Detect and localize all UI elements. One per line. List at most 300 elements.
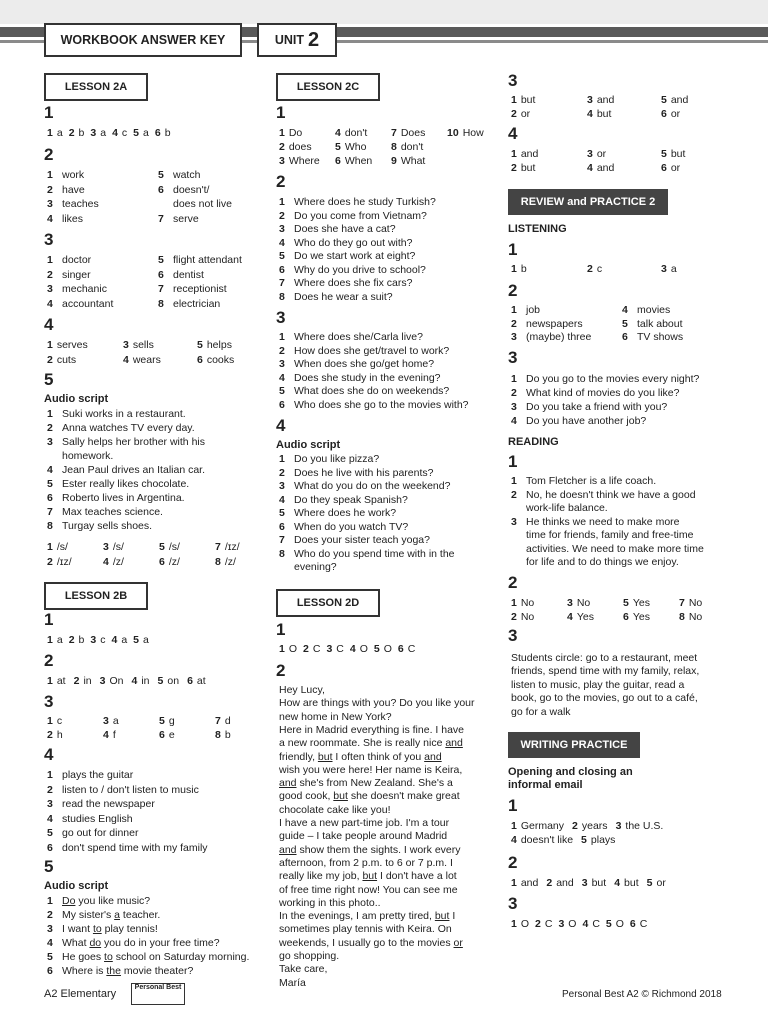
rev-4-item-num: 5 <box>661 148 667 160</box>
writing-3-row <box>511 918 653 930</box>
ex2a-1-num: 4 <box>112 127 118 139</box>
ex2a-4-item <box>47 339 88 351</box>
ex2c-2-line <box>279 223 396 235</box>
reading-1-line <box>511 475 656 487</box>
reading-2-item-text: No <box>576 597 591 609</box>
exercise-1-number: 1 <box>276 620 286 639</box>
ex2c-2-text: Does he wear a suit? <box>294 290 393 303</box>
ex2a-2-right-line <box>158 169 200 181</box>
ex2c-4-line <box>279 453 379 465</box>
students-circle-line: Students circle: go to a restaurant, meet <box>511 652 698 664</box>
ex2c-1-item-text: does <box>288 141 312 153</box>
ex2c-3-text: How does she get/travel to work? <box>294 344 450 357</box>
ex2c-3-line <box>279 372 441 384</box>
ex2a-4-item <box>123 354 161 366</box>
exercise-3-number: 3 <box>508 71 518 90</box>
reading-1-text: No, he doesn't think we have a good <box>526 488 696 501</box>
ex2b-3-item-text: g <box>168 715 175 727</box>
listening-3-num: 3 <box>511 401 517 413</box>
exercise-3-number: 3 <box>44 692 54 711</box>
ex2c-3-num: 6 <box>279 398 285 411</box>
ex2b-3-item-num: 3 <box>103 715 109 727</box>
exercise-2-number: 2 <box>508 853 518 872</box>
ex2d-1-num: 2 <box>303 643 309 655</box>
ex2c-3-num: 2 <box>279 344 285 357</box>
listening-heading: LISTENING <box>508 223 567 235</box>
ex2c-4-text: What do you do on the weekend? <box>294 480 451 492</box>
exercise-3-number: 3 <box>508 348 518 367</box>
reading-2-item-text: No <box>520 610 535 623</box>
rev-4-item-text: but <box>520 162 536 174</box>
ex2b-1-text: a <box>121 634 128 646</box>
listening-1-item-text: c <box>596 263 603 275</box>
ex2b-4-text: read the newspaper <box>62 798 155 810</box>
exercise-1-number: 1 <box>508 796 518 815</box>
listening-3-line <box>511 415 646 427</box>
rev-3-item-num: 1 <box>511 94 517 106</box>
ex2b-2-num: 3 <box>99 675 106 687</box>
rev-3-item <box>587 94 614 106</box>
listening-2-left-line <box>511 304 540 316</box>
ex2a-5-sounds-item-num: 7 <box>215 541 221 553</box>
ex2b-3-item <box>215 729 231 741</box>
rev-4-item-num: 4 <box>587 162 593 174</box>
listening-2-right-line <box>622 318 683 330</box>
letter-line: Take care, <box>279 963 328 976</box>
ex2b-4-line <box>47 813 133 825</box>
ex2c-2-num: 7 <box>279 277 285 289</box>
ex2b-3-item-num: 4 <box>103 729 109 741</box>
ex2a-5-sounds-item-num: 1 <box>47 541 53 553</box>
listening-2-right-line <box>622 304 670 316</box>
ex2b-1-num: 4 <box>111 634 118 646</box>
ex2a-3-right-line <box>158 269 204 281</box>
writing-3-num: 3 <box>558 918 565 930</box>
ex2b-2-text: on <box>167 675 180 687</box>
ex2b-3-item-text: d <box>224 715 231 727</box>
ex2a-5-sounds-item-text: /z/ <box>224 555 236 568</box>
ex2a-3-right-line <box>158 283 227 295</box>
ex2a-1-num: 6 <box>154 127 161 139</box>
rev-4-item-text: and <box>520 148 539 160</box>
ex2b-5-text: He goes to school on Saturday morning. <box>62 951 250 963</box>
ex2a-5-text: Anna watches TV every day. <box>62 422 195 434</box>
ex2b-1-text: b <box>78 634 85 646</box>
letter-line: of free time right now! You can see me <box>279 883 458 896</box>
ex2c-4-text: Does your sister teach yoga? <box>294 534 430 546</box>
ex2c-4-line <box>279 561 337 573</box>
listening-3-text: Do you go to the movies every night? <box>526 373 700 385</box>
ex2c-2-line <box>279 264 426 276</box>
ex2c-1-item <box>279 127 302 139</box>
reading-1-line <box>511 516 680 528</box>
letter-line: María <box>279 976 306 989</box>
ex2a-4-item-num: 2 <box>47 353 53 366</box>
lesson-2b-label: LESSON 2B <box>44 582 148 610</box>
ex2c-2-text: Does she have a cat? <box>294 223 396 235</box>
exercise-2-number: 2 <box>508 573 518 592</box>
reading-1-line <box>511 529 693 541</box>
exercise-1-number: 1 <box>44 103 54 122</box>
audio-script-label: Audio script <box>276 439 341 451</box>
ex2c-2-num: 1 <box>279 196 285 208</box>
ex2c-1-item-num: 1 <box>279 127 285 139</box>
ex2a-3-right-text: electrician <box>173 297 221 310</box>
letter-line: I have a new part-time job. I'm a tour <box>279 817 450 829</box>
ex2b-4-line <box>47 769 133 781</box>
reading-2-item-text: No <box>688 597 703 609</box>
letter-line: weekends, I usually go to the movies or <box>279 936 463 949</box>
ex2b-4-num: 2 <box>47 783 53 796</box>
reading-2-item-num: 2 <box>511 610 517 623</box>
ex2c-1-item <box>391 155 425 167</box>
ex2d-1-text: O <box>359 643 368 655</box>
reading-2-item <box>511 597 534 609</box>
exercise-1-number: 1 <box>276 103 286 122</box>
ex2b-5-text: Where is the movie theater? <box>62 965 194 977</box>
ex2c-3-text: Who does she go to the movies with? <box>294 398 469 411</box>
ex2c-2-text: Who do they go out with? <box>294 236 413 249</box>
ex2a-3-left-num: 3 <box>47 283 53 295</box>
ex2a-1-num: 1 <box>47 127 53 139</box>
ex2c-4-num: 1 <box>279 453 285 465</box>
ex2a-5-line <box>47 520 152 532</box>
reading-2-item-text: Yes <box>632 610 650 623</box>
rev-3-item-text: or <box>670 108 681 120</box>
letter-line: chocolate cake like you! <box>279 803 391 816</box>
exercise-2-number: 2 <box>44 145 54 164</box>
ex2a-3-left-text: mechanic <box>62 283 107 295</box>
ex2c-3-text: When does she go/get home? <box>294 358 435 370</box>
ex2a-5-sounds-item-num: 8 <box>215 555 221 568</box>
ex2a-2-left-num: 2 <box>47 183 53 196</box>
ex2a-1-text: a <box>143 127 149 139</box>
ex2c-1-item-num: 4 <box>335 127 341 139</box>
listening-1-item <box>587 263 602 275</box>
ex2b-5-num: 4 <box>47 937 53 949</box>
writing-1b-text: plays <box>590 834 616 846</box>
rev-3-item-num: 3 <box>587 94 593 106</box>
listening-3-text: Do you take a friend with you? <box>526 401 668 413</box>
ex2c-4-line <box>279 494 408 506</box>
listening-1-item-text: a <box>670 263 677 275</box>
ex2c-3-num: 1 <box>279 331 285 343</box>
ex2a-5-line <box>47 408 186 420</box>
listening-1-item-num: 2 <box>587 263 593 275</box>
opening-closing-heading: informal email <box>508 779 583 791</box>
ex2a-2-right-num: 5 <box>158 169 164 181</box>
ex2c-3-num: 3 <box>279 358 285 370</box>
listening-3-text: What kind of movies do you like? <box>526 387 680 399</box>
ex2d-1-text: C <box>312 643 321 655</box>
reading-2-item-num: 6 <box>623 610 629 623</box>
footer-copyright: Personal Best A2 © Richmond 2018 <box>562 989 722 1000</box>
ex2a-2-left-line <box>47 198 99 210</box>
ex2a-1-text: a <box>56 127 63 139</box>
ex2a-4-item-text: sells <box>132 339 154 351</box>
writing-1b-text: doesn't like <box>520 834 574 846</box>
reading-2-item-num: 4 <box>567 610 573 623</box>
ex2c-3-text: Where does she/Carla live? <box>294 331 423 343</box>
ex2c-3-num: 5 <box>279 385 285 397</box>
writing-3-num: 2 <box>535 918 541 930</box>
ex2b-4-num: 3 <box>47 798 53 810</box>
ex2b-5-num: 2 <box>47 909 53 921</box>
listening-2-left-num: 2 <box>511 317 517 330</box>
writing-1b-row <box>511 834 623 846</box>
ex2c-2-num: 4 <box>279 236 285 249</box>
personal-best-logo: Personal Best <box>131 983 185 1005</box>
ex2a-5-line <box>47 422 195 434</box>
reading-2-item <box>623 597 650 609</box>
rev-4-item-text: or <box>670 162 681 174</box>
writing-2-text: but <box>624 877 639 889</box>
ex2a-5-text: Sally helps her brother with his <box>62 436 205 448</box>
exercise-5-number: 5 <box>44 370 54 389</box>
writing-1a-num: 1 <box>511 820 517 832</box>
rev-4-item <box>661 148 685 160</box>
ex2b-2-row <box>47 675 214 687</box>
listening-2-left-text: (maybe) three <box>526 331 592 343</box>
reading-2-item-num: 3 <box>567 597 573 609</box>
ex2a-3-left-line <box>47 283 107 295</box>
reading-2-item <box>623 611 650 623</box>
ex2a-4-item-num: 6 <box>197 353 203 366</box>
ex2a-2-left-text: likes <box>62 212 84 225</box>
listening-2-left-num: 1 <box>511 304 517 316</box>
ex2a-4-item-text: cuts <box>56 353 77 366</box>
ex2b-3-item <box>103 715 119 727</box>
exercise-4-number: 4 <box>44 745 54 764</box>
writing-3-text: C <box>592 918 600 930</box>
ex2a-5-text: Suki works in a restaurant. <box>62 408 186 420</box>
letter-line: Here in Madrid everything is fine. I have <box>279 723 465 736</box>
ex2c-4-num: 2 <box>279 466 285 479</box>
ex2c-4-text: evening? <box>294 561 337 573</box>
rev-4-item <box>511 162 535 174</box>
listening-2-right-num: 6 <box>622 331 628 343</box>
ex2b-4-line <box>47 798 155 810</box>
ex2c-1-item-text: don't <box>344 127 368 139</box>
exercise-4-number: 4 <box>276 416 286 435</box>
ex2b-4-num: 5 <box>47 827 53 839</box>
ex2a-2-right-text: doesn't/ <box>173 183 210 196</box>
ex2d-1-num: 6 <box>397 643 404 655</box>
ex2a-1-text: c <box>121 127 128 139</box>
ex2b-5-num: 6 <box>47 965 53 977</box>
ex2b-5-num: 3 <box>47 923 53 935</box>
ex2c-1-item-num: 9 <box>391 155 397 167</box>
ex2a-4-item-text: cooks <box>206 353 235 366</box>
ex2d-1-text: O <box>383 643 392 655</box>
reading-2-item <box>567 611 594 623</box>
ex2b-4-text: don't spend time with my family <box>62 841 208 854</box>
ex2a-2-right-line <box>158 213 199 225</box>
rev-3-item-num: 5 <box>661 94 667 106</box>
ex2a-5-text: Ester really likes chocolate. <box>62 478 190 490</box>
rev-4-item-num: 3 <box>587 148 593 160</box>
letter-line: and she's from New Zealand. She's a <box>279 777 453 790</box>
ex2c-3-line <box>279 358 434 370</box>
writing-1b-num: 4 <box>511 834 517 846</box>
ex2b-3-item-num: 2 <box>47 729 53 741</box>
ex2a-5-text: Jean Paul drives an Italian car. <box>62 464 206 476</box>
ex2a-1-text: a <box>100 127 107 139</box>
ex2a-5-line <box>47 506 163 518</box>
ex2a-5-num: 4 <box>47 464 53 476</box>
ex2a-3-left-line <box>47 269 91 281</box>
ex2b-2-text: at <box>196 675 206 687</box>
letter-line: How are things with you? Do you like your <box>279 697 475 710</box>
ex2c-2-text: Why do you drive to school? <box>294 263 426 276</box>
ex2a-2-right-text: watch <box>173 169 201 181</box>
writing-2-num: 4 <box>614 877 621 889</box>
ex2a-4-item-num: 5 <box>197 339 203 351</box>
reading-1-num: 2 <box>511 488 517 501</box>
ex2a-4-item-num: 1 <box>47 339 53 351</box>
ex2b-3-item <box>47 729 63 741</box>
ex2b-2-num: 2 <box>73 675 80 687</box>
ex2a-1-text: b <box>78 127 85 139</box>
ex2c-2-line <box>279 277 412 289</box>
ex2d-1-text: C <box>407 643 416 655</box>
ex2c-4-num: 8 <box>279 547 285 560</box>
writing-practice-label: WRITING PRACTICE <box>508 732 640 758</box>
ex2a-1-num: 3 <box>90 127 97 139</box>
ex2b-1-num: 5 <box>133 634 139 646</box>
ex2a-3-left-num: 2 <box>47 268 53 281</box>
ex2a-5-sounds-item-num: 6 <box>159 555 165 568</box>
ex2c-4-num: 6 <box>279 520 285 533</box>
ex2b-4-text: plays the guitar <box>62 769 134 781</box>
ex2b-5-line <box>47 923 158 935</box>
reading-2-item <box>511 611 534 623</box>
listening-1-item-text: b <box>520 263 527 275</box>
audio-script-label: Audio script <box>44 880 109 892</box>
ex2c-1-item <box>335 141 366 153</box>
ex2b-5-num: 5 <box>47 951 53 963</box>
ex2b-3-item-text: a <box>112 715 119 727</box>
reading-2-item-text: No <box>520 597 535 609</box>
ex2c-2-line <box>279 250 415 262</box>
ex2a-3-left-text: accountant <box>62 297 114 310</box>
reading-1-line <box>511 489 696 501</box>
reading-1-num: 1 <box>511 475 517 487</box>
ex2a-3-right-num: 8 <box>158 297 164 310</box>
ex2a-3-right-text: flight attendant <box>173 254 242 266</box>
writing-3-num: 6 <box>629 918 636 930</box>
listening-3-num: 1 <box>511 373 517 385</box>
letter-line: really like my job, but I don't have a lot <box>279 870 457 883</box>
ex2a-5-sounds-item-text: /s/ <box>112 541 124 553</box>
ex2c-4-text: When do you watch TV? <box>294 520 409 533</box>
ex2c-2-num: 5 <box>279 250 285 262</box>
exercise-1-number: 1 <box>508 452 518 471</box>
exercise-3-number: 3 <box>508 626 518 645</box>
students-circle-line: friends, spend time with my family, relax, <box>511 665 700 678</box>
rev-3-item <box>587 108 611 120</box>
ex2c-1-item-num: 5 <box>335 141 341 153</box>
reading-1-text: Tom Fletcher is a life coach. <box>526 475 657 487</box>
reading-1-text: activities. We need to make more time <box>526 542 704 555</box>
ex2a-4-item <box>47 354 76 366</box>
ex2b-3-item-text: f <box>112 729 116 741</box>
ex2a-5-sounds-item-num: 2 <box>47 555 53 568</box>
ex2a-5-text: Max teaches science. <box>62 506 163 518</box>
footer-level: A2 Elementary <box>44 988 117 1000</box>
ex2c-1-item-text: How <box>462 127 484 139</box>
reading-heading: READING <box>508 436 559 448</box>
ex2a-5-sounds-item-text: /z/ <box>112 555 124 568</box>
ex2a-5-sounds-item-num: 4 <box>103 555 109 568</box>
rev-3-item-text: and <box>670 94 689 106</box>
ex2c-3-line <box>279 331 423 343</box>
ex2c-1-item-num: 6 <box>335 155 341 167</box>
ex2c-4-text: Does he live with his parents? <box>294 466 434 479</box>
ex2c-1-item-text: Does <box>400 127 426 139</box>
review-practice-label: REVIEW and PRACTICE 2 <box>508 189 668 215</box>
ex2b-3-item-text: b <box>224 729 231 741</box>
writing-3-text: C <box>544 918 553 930</box>
ex2a-2-right-text: does not live <box>173 198 232 210</box>
reading-2-item-num: 7 <box>679 597 685 609</box>
reading-1-line <box>511 556 679 568</box>
ex2a-2-right-line <box>158 184 209 196</box>
ex2a-3-left-line <box>47 254 91 266</box>
rev-3-item-text: and <box>596 94 615 106</box>
ex2a-2-left-text: have <box>62 183 85 196</box>
ex2d-1-num: 1 <box>279 643 285 655</box>
ex2a-3-right-text: receptionist <box>173 283 227 295</box>
ex2a-5-line <box>47 464 205 476</box>
writing-2-num: 3 <box>581 877 588 889</box>
ex2a-2-left-line <box>47 184 85 196</box>
rev-4-item-text: but <box>670 148 686 160</box>
listening-3-text: Do you have another job? <box>526 415 647 427</box>
ex2a-5-sounds-item <box>47 556 72 568</box>
exercise-2-number: 2 <box>276 661 286 680</box>
writing-3-text: O <box>615 918 624 930</box>
ex2a-5-sounds-item <box>103 541 124 553</box>
ex2a-4-item <box>197 339 232 351</box>
ex2c-1-item-num: 3 <box>279 155 285 167</box>
ex2a-5-text: homework. <box>62 450 114 462</box>
ex2d-1-row <box>279 643 421 655</box>
ex2a-5-sounds-item <box>103 556 124 568</box>
ex2a-5-text: Turgay sells shoes. <box>62 520 153 532</box>
ex2a-5-num: 8 <box>47 520 53 532</box>
exercise-4-number: 4 <box>508 124 518 143</box>
rev-3-item <box>511 108 530 120</box>
ex2b-3-item-text: h <box>56 729 63 741</box>
students-circle-line: listen to music, play the guitar, read a <box>511 678 685 691</box>
ex2b-3-item <box>215 715 231 727</box>
ex2c-4-line <box>279 548 455 560</box>
ex2c-4-num: 5 <box>279 507 285 519</box>
rev-3-item-num: 2 <box>511 108 517 120</box>
ex2a-4-item <box>123 339 154 351</box>
rev-4-item-text: and <box>596 162 615 174</box>
reading-2-item-text: Yes <box>632 597 650 609</box>
ex2b-2-num: 6 <box>187 675 193 687</box>
ex2d-1-num: 3 <box>326 643 333 655</box>
students-circle-line: go for a walk <box>511 705 571 718</box>
ex2c-4-text: Do you like pizza? <box>294 453 380 465</box>
ex2c-1-item <box>335 127 367 139</box>
ex2a-5-line <box>47 450 113 462</box>
letter-line: working in this photo.. <box>279 896 381 909</box>
ex2a-5-sounds-item <box>47 541 68 553</box>
